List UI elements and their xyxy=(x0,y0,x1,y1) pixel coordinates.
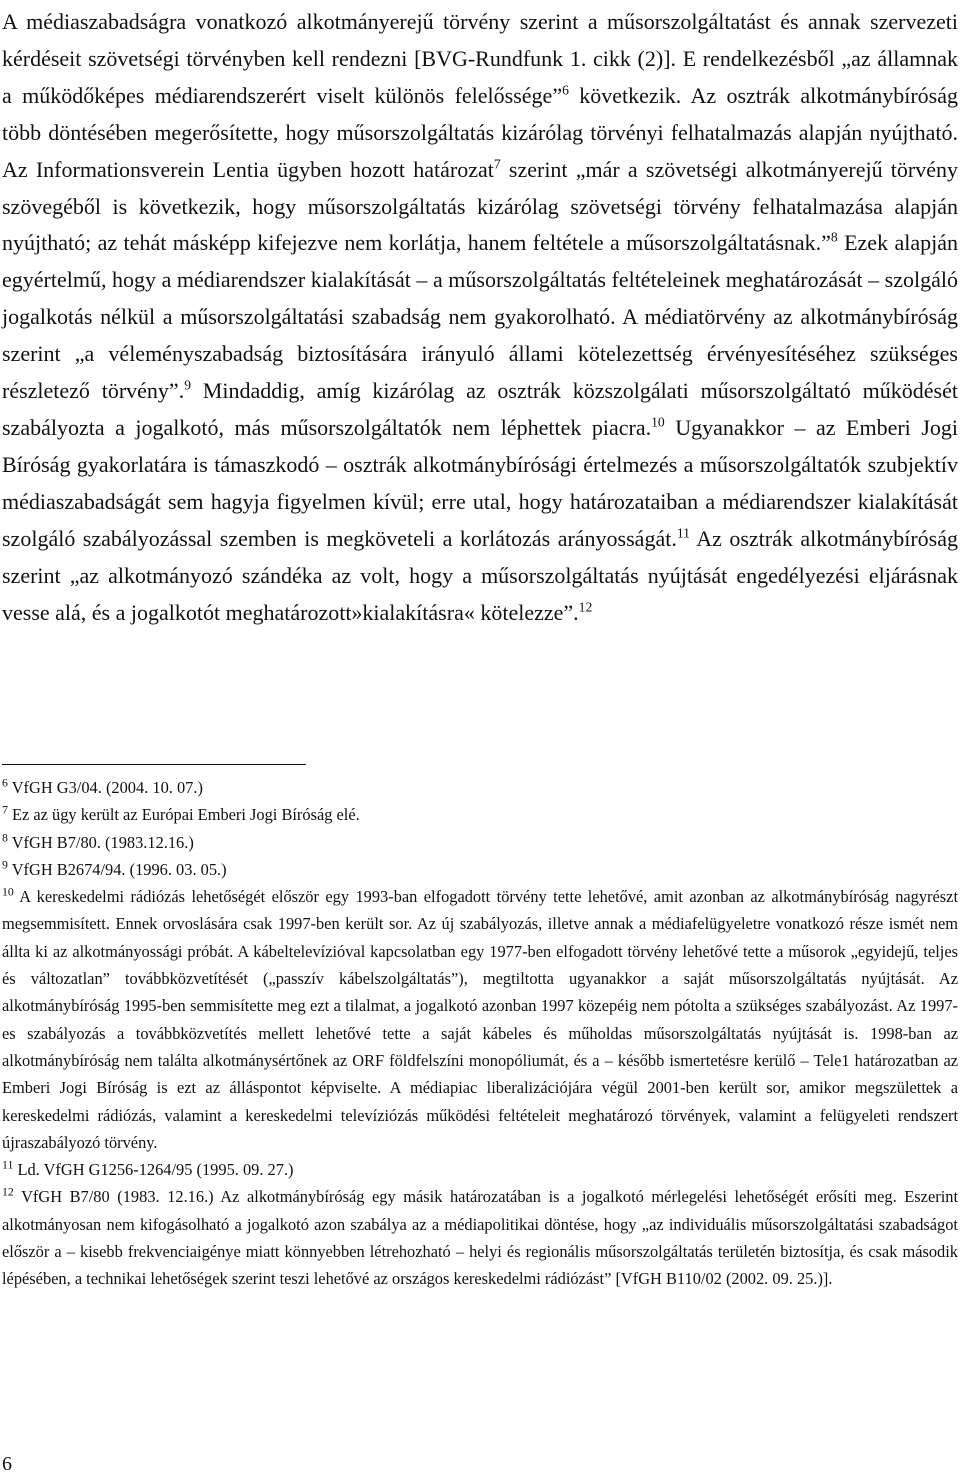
footnote-text: Ez az ügy került az Európai Emberi Jogi Bíróság elé. xyxy=(7,805,360,825)
footnote-10 xyxy=(2,883,958,1156)
body-text-segment-7: Az osztrák alkotmánybíróság szerint „az alkotmányozó szándéka az volt, hogy a műsorszolgáltatás nyújtását engedélyezési eljárásnak vesse alá, és a jogalkotót meghatározott»kialakításra« kötelezze”. xyxy=(2,525,958,625)
footnote-ref-10[interactable]: 10 xyxy=(651,414,665,430)
footnote-text: VfGH G3/04. (2004. 10. 07.) xyxy=(7,778,203,797)
footnote-text: A kereskedelmi rádiózás lehetőségét először egy 1993-ban elfogadott törvény tette lehetővé, amit azonban az alkotmánybíróság nagyrészt megsemmisített. Ennek orvoslására csak 1997-ben került sor. Az új szabályozás, illetve annak a médiafelügyeletre vonatkozó része ismét nem állta ki az alkotmányossági próbát. A kábeltelevízióval kapcsolatban egy 1977-ben elfogadott törvény lehetővé tette a műsorok „egyidejű, teljes és változatlan” továbbközvetítését („passzív kábelszolgáltatás”), megtiltotta ugyanakkor a saját műsorszolgáltatás nyújtását. Az alkotmánybíróság 1995-ben semmisítette meg ezt a tilalmat, a jogalkotó azonban 1997 közepéig nem pótolta a szükséges szabályozást. Az 1997-es szabályozás a továbbközvetítés mellett lehetővé tette a saját kábeles és műholdas műsorszolgáltatás nyújtását is. 1998-ban az alkotmánybíróság nem találta alkotmánysértőnek az ORF földfelszíni monopóliumát, és a – később ismertetésre kerülő – Tele1 határozatban az Emberi Jogi Bíróság is ezt az álláspontot képviselte. A médiapiac liberalizációjára végül 2001-ben került sor, amikor megszülettek a kereskedelmi rádiózás, valamint a kereskedelmi televíziózás működési feltételeit meghatározó törvények, valamint a felügyeleti rendszert újraszabályozó törvény. xyxy=(2,887,958,1152)
footnote-number: 12 xyxy=(2,1184,14,1199)
footnote-number: 8 xyxy=(2,830,8,845)
footnotes xyxy=(2,774,958,1293)
body-text-segment-2: következik. Az osztrák alkotmánybíróság több döntésében megerősítette, hogy műsorszolgáltatás kizárólag törvényi felhatalmazás alapján nyújtható. Az Informationsverein Lentia ügyben hozott határozat xyxy=(2,82,958,182)
footnote-ref-8[interactable]: 8 xyxy=(830,230,838,246)
footnote-11 xyxy=(2,1156,958,1183)
footnote-8 xyxy=(2,829,958,856)
body-text-segment-6: Ugyanakkor – az Emberi Jogi Bíróság gyakorlatára is támaszkodó – osztrák alkotmánybírósági értelmezés a műsorszolgáltatók szubjektív médiaszabadságát sem hagyja figyelmen kívül; erre utal, hogy határozataiban a médiarendszer kialakítását szolgáló szabályozással szemben is megköveteli a korlátozás arányosságát. xyxy=(2,414,958,551)
footnote-number: 9 xyxy=(2,857,8,872)
footnote-text: VfGH B7/80 (1983. 12.16.) Az alkotmánybíróság egy másik határozatában is a jogalkotó mérlegelési lehetőségét erősíti meg. Eszerint alkotmányosan nem kifogásolható a jogalkotó azon szabálya az a médiapolitikai döntése, hogy „az individuális műsorszolgáltatási szabadságot először a – kisebb frekvenciaigénye miatt könnyebben létrehozható – helyi és regionális műsorszolgáltatás területén biztosítja, és csak második lépésében, a technikai lehetőségek szerint teszi lehetővé az országos kereskedelmi rádiózást” [VfGH B110/02 (2002. 09. 25.)]. xyxy=(2,1187,958,1289)
body-paragraph xyxy=(2,4,958,631)
body-text-segment-4: Ezek alapján egyértelmű, hogy a médiarendszer kialakítását – a műsorszolgáltatás feltételeinek meghatározását – szolgáló jogalkotás nélkül a műsorszolgáltatási szabadság nem gyakorolható. A médiatörvény az alkotmánybíróság szerint „a véleményszabadság biztosítására irányuló állami kötelezettség érvényesítéséhez szükséges részletező törvény”. xyxy=(2,230,958,404)
page-number: 6 xyxy=(2,1453,12,1475)
footnote-number: 11 xyxy=(2,1157,14,1172)
footnote-ref-9[interactable]: 9 xyxy=(184,377,192,393)
footnote-number: 6 xyxy=(2,775,8,790)
footnote-6 xyxy=(2,774,958,801)
footnote-12 xyxy=(2,1183,958,1292)
footnote-9 xyxy=(2,856,958,883)
footnote-separator xyxy=(2,764,306,765)
footnote-text: VfGH B2674/94. (1996. 03. 05.) xyxy=(7,859,227,879)
footnote-number: 7 xyxy=(2,802,8,817)
footnote-7 xyxy=(2,801,958,828)
body-text-segment-3: szerint „már a szövetségi alkotmányerejű törvény szövegéből is következik, hogy műsorszolgáltatás kizárólag szövetségi törvény felhatalmazása alapján nyújtható; az tehát másképp kifejezve nem korlátja, hanem feltétele a műsorszolgáltatásnak.” xyxy=(2,156,958,256)
footnote-ref-12[interactable]: 12 xyxy=(578,599,593,615)
footnote-ref-6[interactable]: 6 xyxy=(562,82,569,98)
footnote-text: VfGH B7/80. (1983.12.16.) xyxy=(7,832,194,852)
footnote-ref-7[interactable]: 7 xyxy=(493,156,501,172)
body-text-segment-5: Mindaddig, amíg kizárólag az osztrák közszolgálati műsorszolgáltató működését szabályozta a jogalkotó, más műsorszolgáltatók nem léphettek piacra. xyxy=(2,378,958,440)
footnote-ref-11[interactable]: 11 xyxy=(676,525,690,541)
body-text-segment-1: A médiaszabadságra vonatkozó alkotmányerejű törvény szerint a műsorszolgáltatást és annak szervezeti kérdéseit szövetségi törvényben kell rendezni [BVG-Rundfunk 1. cikk (2)]. E rendelkezésből „az államnak a működőképes médiarendszerért viselt különös felelőssége” xyxy=(2,9,958,108)
footnote-text: Ld. VfGH G1256-1264/95 (1995. 09. 27.) xyxy=(13,1160,294,1180)
footnote-number: 10 xyxy=(2,884,14,899)
